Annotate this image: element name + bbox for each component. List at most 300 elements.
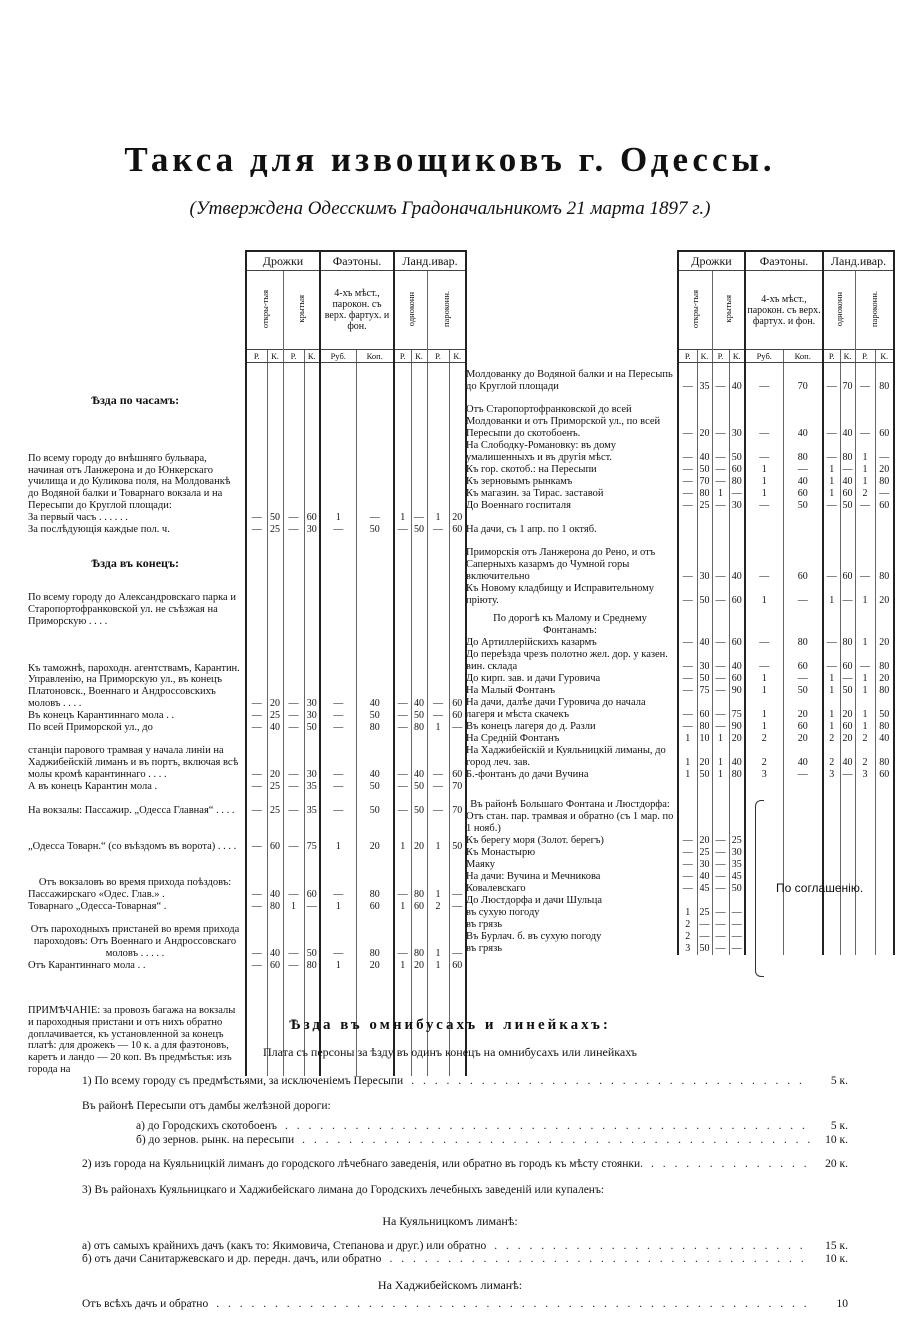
- fare-cell: [304, 363, 320, 407]
- fare-cell: 25: [267, 710, 283, 722]
- fare-row-label: Молдованку до Водяной балки и на Пересыпь до Круглой площади: [466, 369, 673, 392]
- fare-cell: —: [712, 907, 729, 919]
- fare-cell: [283, 536, 304, 570]
- fare-cell: [320, 407, 356, 512]
- fare-cell: 80: [411, 889, 427, 901]
- fare-row-label: По дорогѣ къ Малому и Среднему Фонтанамъ:: [493, 613, 647, 636]
- fare-row-label: въ грязь: [466, 918, 503, 930]
- fare-cell: —: [283, 734, 304, 781]
- fare-cell: [246, 407, 267, 512]
- fare-cell: 50: [304, 722, 320, 734]
- fare-cell: 50: [267, 512, 283, 524]
- fare-cell: 60: [304, 889, 320, 901]
- col-krytyya: крытыя: [723, 295, 734, 323]
- fare-cell: [783, 943, 823, 955]
- fare-cell: —: [678, 673, 697, 685]
- fare-cell: —: [283, 710, 304, 722]
- fare-cell: 30: [304, 734, 320, 781]
- fare-row: [28, 853, 466, 889]
- fare-cell: 35: [304, 781, 320, 793]
- fare-cell: 40: [840, 476, 855, 488]
- fare-cell: 60: [875, 393, 894, 440]
- fare-cell: —: [320, 793, 356, 817]
- fare-cell: [304, 407, 320, 512]
- fare-cell: [840, 512, 855, 536]
- fare-cell: [427, 570, 449, 628]
- fare-cell: 20: [875, 673, 894, 685]
- fare-cell: 1: [320, 960, 356, 972]
- fare-cell: 50: [697, 769, 712, 781]
- fare-cell: 60: [267, 817, 283, 853]
- fare-cell: [697, 512, 712, 536]
- fare-cell: [712, 781, 729, 811]
- fare-cell: —: [823, 440, 840, 464]
- fare-cell: —: [246, 817, 267, 853]
- fare-cell: [320, 536, 356, 570]
- fare-cell: —: [678, 883, 697, 895]
- fare-row-label: На дачи: Вучина и Мечникова: [466, 870, 601, 882]
- fare-cell: —: [678, 488, 697, 500]
- omnibus-line-text: Отъ всѣхъ дачъ и обратно: [82, 1298, 209, 1310]
- fare-cell: 80: [875, 476, 894, 488]
- fare-cell: —: [745, 393, 783, 440]
- fare-cell: 20: [840, 697, 855, 721]
- fare-row-label: въ сухую погоду: [466, 906, 540, 918]
- omnibus-line-price: 10 к.: [825, 1134, 848, 1146]
- fare-cell: 40: [697, 637, 712, 649]
- fare-cell: 75: [304, 817, 320, 853]
- fare-cell: [411, 853, 427, 889]
- fare-cell: [411, 570, 427, 628]
- fare-cell: —: [394, 889, 411, 901]
- fare-cell: —: [783, 769, 823, 781]
- fare-row: [466, 512, 894, 536]
- fare-cell: [823, 781, 840, 811]
- fare-cell: [840, 931, 855, 943]
- fare-row-label: До кирп. зав. и дачи Гуровича: [466, 672, 601, 684]
- fare-row: [28, 817, 466, 853]
- fare-cell: [411, 536, 427, 570]
- fare-cell: 2: [678, 919, 697, 931]
- omnibus-line: [82, 1253, 848, 1265]
- fare-cell: 3: [678, 943, 697, 955]
- fare-cell: —: [427, 793, 449, 817]
- khadzhibey-heading: На Хаджибейскомъ лиманѣ:: [377, 1278, 523, 1292]
- fare-row: [466, 685, 894, 697]
- fare-cell: —: [745, 440, 783, 464]
- omnibus-line-price: 20 к.: [825, 1158, 848, 1170]
- fare-cell: [246, 536, 267, 570]
- unit-k: К.: [267, 350, 283, 363]
- fare-cell: [783, 919, 823, 931]
- col-group-landau: Ланд.ивар.: [823, 251, 894, 271]
- fare-cell: [823, 943, 840, 955]
- fare-row-label: Въ районѣ Большаго Фонтана и Люстдорфа:: [470, 798, 670, 810]
- fare-cell: —: [449, 901, 466, 913]
- fare-cell: [304, 536, 320, 570]
- fare-cell: 1: [855, 464, 875, 476]
- fare-cell: 60: [840, 536, 855, 583]
- fare-cell: [678, 781, 697, 811]
- col-otkrytyya: откры-тыя: [690, 289, 701, 329]
- fare-cell: [745, 859, 783, 871]
- fare-row-label: Б.-фонтанъ до дачи Вучина: [466, 768, 589, 780]
- fare-cell: [855, 907, 875, 919]
- fare-cell: [840, 919, 855, 931]
- fare-cell: 60: [729, 583, 745, 607]
- fare-cell: 80: [697, 488, 712, 500]
- col-faeton-desc: 4-хъ мѣст., парокон. съ верх. фартух. и фон.: [745, 271, 823, 350]
- fare-cell: [783, 781, 823, 811]
- fare-row-label: На Малый Фонтанъ: [466, 684, 556, 696]
- omnibus-line-text: 1) По всему городу съ предмѣстьями, за исключеніемъ Пересыпи: [82, 1075, 404, 1087]
- fare-cell: —: [394, 722, 411, 734]
- fare-cell: —: [678, 721, 697, 733]
- fare-row-label: На Средній Фонтанъ: [466, 732, 560, 744]
- fare-cell: 2: [745, 745, 783, 769]
- fare-cell: 60: [875, 769, 894, 781]
- fare-row: [466, 476, 894, 488]
- fare-cell: 40: [840, 393, 855, 440]
- fare-cell: —: [246, 901, 267, 913]
- fare-cell: [840, 943, 855, 955]
- fare-cell: —: [840, 464, 855, 476]
- fare-row-label: Отъ пароходныхъ пристаней во время прихода пароходовъ: Отъ Военнаго и Андроссовскаго моловъ . . . . .: [30, 924, 240, 959]
- fare-cell: 80: [875, 363, 894, 393]
- fare-cell: [875, 835, 894, 847]
- fare-cell: —: [712, 883, 729, 895]
- fare-cell: 70: [783, 363, 823, 393]
- fare-row-label: Пассажирскаго «Одес. Глав.» .: [28, 888, 165, 900]
- fare-cell: [356, 570, 394, 628]
- fare-cell: [267, 407, 283, 512]
- fare-cell: [783, 931, 823, 943]
- omnibus-line-price: 5 к.: [830, 1120, 848, 1132]
- fare-cell: 40: [356, 628, 394, 710]
- fare-cell: 75: [697, 685, 712, 697]
- unit-k: К.: [304, 350, 320, 363]
- fare-cell: [729, 895, 745, 907]
- fare-cell: —: [320, 889, 356, 901]
- fare-row-label: На дачи, далѣе дачи Гуровича до начала лагеря и мѣста скачекъ: [466, 697, 646, 720]
- fare-cell: 40: [729, 745, 745, 769]
- fare-cell: [855, 512, 875, 536]
- fare-cell: [840, 847, 855, 859]
- fare-cell: 80: [267, 901, 283, 913]
- fare-cell: [823, 907, 840, 919]
- fare-cell: —: [678, 649, 697, 673]
- fare-cell: —: [712, 637, 729, 649]
- fare-cell: [712, 512, 729, 536]
- fare-cell: 1: [678, 769, 697, 781]
- fare-cell: [823, 811, 840, 835]
- fare-cell: 60: [729, 464, 745, 476]
- fare-row-label: Маяку: [466, 858, 496, 870]
- unit-k: К.: [840, 350, 855, 363]
- fare-cell: 1: [320, 901, 356, 913]
- fare-cell: [729, 781, 745, 811]
- unit-r: Р.: [712, 350, 729, 363]
- fare-cell: 40: [411, 734, 427, 781]
- fare-cell: 1: [712, 769, 729, 781]
- fare-cell: 1: [427, 817, 449, 853]
- fare-row: [466, 393, 894, 440]
- fare-cell: [267, 536, 283, 570]
- fare-cell: [678, 512, 697, 536]
- fare-row: [28, 734, 466, 781]
- fare-cell: 80: [840, 440, 855, 464]
- fare-cell: [855, 931, 875, 943]
- fare-cell: [875, 883, 894, 895]
- fare-cell: [678, 811, 697, 835]
- fare-cell: 80: [411, 722, 427, 734]
- fare-cell: 80: [411, 913, 427, 960]
- omnibus-line-price: 5 к.: [830, 1075, 848, 1087]
- fare-cell: [411, 407, 427, 512]
- fare-cell: —: [697, 931, 712, 943]
- fare-cell: 1: [823, 488, 840, 500]
- fare-cell: 1: [320, 512, 356, 524]
- fare-cell: [840, 811, 855, 835]
- fare-cell: [875, 931, 894, 943]
- fare-cell: 1: [745, 673, 783, 685]
- fare-cell: [678, 895, 697, 907]
- fare-cell: —: [729, 488, 745, 500]
- fare-cell: 2: [678, 931, 697, 943]
- fare-cell: —: [678, 500, 697, 512]
- fare-cell: —: [712, 476, 729, 488]
- fare-cell: 35: [697, 363, 712, 393]
- fare-cell: 80: [697, 721, 712, 733]
- fare-cell: 1: [745, 721, 783, 733]
- fare-cell: —: [449, 913, 466, 960]
- fare-cell: —: [304, 901, 320, 913]
- fare-row-label: Къ магазин. за Тирас. заставой: [466, 487, 604, 499]
- omnibus-line: [136, 1134, 848, 1146]
- fare-cell: —: [283, 913, 304, 960]
- fare-cell: —: [875, 440, 894, 464]
- fare-cell: [745, 835, 783, 847]
- fare-row: [466, 464, 894, 476]
- fare-row: [466, 811, 894, 835]
- col-group-faetony: Фаэтоны.: [745, 251, 823, 271]
- fare-cell: 1: [855, 673, 875, 685]
- fare-cell: 30: [304, 524, 320, 536]
- fare-cell: 20: [875, 464, 894, 476]
- fare-cell: 80: [840, 637, 855, 649]
- fare-cell: —: [712, 464, 729, 476]
- fare-cell: —: [283, 722, 304, 734]
- fare-cell: —: [712, 835, 729, 847]
- fare-cell: [783, 607, 823, 637]
- fare-cell: 60: [840, 721, 855, 733]
- fare-cell: [855, 943, 875, 955]
- fare-cell: —: [678, 440, 697, 464]
- fare-cell: —: [246, 793, 267, 817]
- fare-cell: 80: [783, 637, 823, 649]
- fare-row: [466, 583, 894, 607]
- fare-row-label: Въ конецъ лагеря до д. Разли: [466, 720, 596, 732]
- fare-cell: 1: [427, 913, 449, 960]
- fare-row-label: А въ конецъ Карантин мола .: [28, 780, 158, 792]
- omnibus-line-text: б) отъ дачи Санитаржевскаго и др. передн. дачъ, или обратно: [82, 1253, 382, 1265]
- fare-cell: 20: [697, 745, 712, 769]
- fare-cell: —: [246, 734, 267, 781]
- fare-cell: [283, 853, 304, 889]
- fare-row-label: ПРИМѢЧАНІЕ: за провозъ багажа на вокзалы и пароходныя пристани и отъ нихъ обратно доплачивается, къ установленной за конецъ платѣ: для дрожекъ — 10 к. а для фаэтоновъ, каретъ и ландо — 20 коп. Въ предмѣстья: изъ города на: [28, 1005, 236, 1075]
- omnibus-line: [136, 1120, 848, 1132]
- fare-cell: [745, 512, 783, 536]
- fare-cell: 1: [855, 685, 875, 697]
- fare-cell: 50: [304, 913, 320, 960]
- fare-cell: 35: [729, 859, 745, 871]
- fare-cell: 50: [356, 524, 394, 536]
- fare-cell: [712, 895, 729, 907]
- fare-cell: [394, 853, 411, 889]
- fare-cell: [823, 931, 840, 943]
- fare-cell: —: [712, 583, 729, 607]
- fare-cell: [855, 895, 875, 907]
- fare-cell: 80: [875, 745, 894, 769]
- fare-row: [28, 512, 466, 524]
- fare-cell: —: [427, 734, 449, 781]
- fare-rows-left: [28, 363, 466, 1076]
- fare-cell: 50: [729, 440, 745, 464]
- fare-row-label: Ковалевскаго: [466, 882, 526, 894]
- fare-cell: [783, 895, 823, 907]
- fare-cell: [840, 607, 855, 637]
- fare-cell: 50: [356, 781, 394, 793]
- fare-cell: 20: [697, 393, 712, 440]
- omnibus-line: [82, 1075, 848, 1087]
- fare-cell: [394, 536, 411, 570]
- fare-cell: —: [783, 673, 823, 685]
- fare-cell: 40: [267, 889, 283, 901]
- fare-row: [28, 524, 466, 536]
- fare-cell: —: [712, 440, 729, 464]
- fare-cell: [783, 907, 823, 919]
- omnibus-line-text: 3) Въ районахъ Куяльницкаго и Хаджибейскаго лимана до Городскихъ лечебныхъ заведеній или купаленъ:: [82, 1184, 605, 1196]
- fare-row: [466, 697, 894, 721]
- fare-cell: 60: [783, 721, 823, 733]
- fare-cell: 70: [449, 793, 466, 817]
- fare-cell: 40: [729, 649, 745, 673]
- fare-cell: —: [855, 393, 875, 440]
- fare-cell: —: [840, 769, 855, 781]
- fare-cell: 20: [267, 628, 283, 710]
- fare-row-label: На Хаджибейскій и Куяльницкій лиманы, до город леч. зав.: [466, 745, 666, 768]
- fare-row: [466, 721, 894, 733]
- fare-cell: 1: [745, 697, 783, 721]
- fare-row: [28, 722, 466, 734]
- fare-cell: —: [745, 536, 783, 583]
- page-subtitle: (Утверждена Одесскимъ Градоначальникомъ 21 марта 1897 г.): [189, 198, 711, 219]
- fare-row-label: Къ берегу моря (Золот. берегъ): [466, 834, 604, 846]
- fare-cell: —: [855, 500, 875, 512]
- fare-cell: —: [427, 628, 449, 710]
- fare-row: [466, 781, 894, 811]
- fare-cell: [246, 570, 267, 628]
- fare-cell: —: [712, 847, 729, 859]
- fare-cell: [875, 907, 894, 919]
- fare-cell: —: [246, 960, 267, 972]
- unit-k: К.: [729, 350, 745, 363]
- fare-cell: 3: [823, 769, 840, 781]
- fare-cell: [697, 607, 712, 637]
- fare-cell: 60: [783, 488, 823, 500]
- fare-cell: —: [320, 722, 356, 734]
- fare-cell: —: [678, 871, 697, 883]
- fare-cell: 30: [697, 536, 712, 583]
- fare-cell: —: [712, 943, 729, 955]
- fare-cell: 2: [855, 745, 875, 769]
- unit-kop: Коп.: [783, 350, 823, 363]
- fare-row: [28, 407, 466, 512]
- fare-row: [466, 733, 894, 745]
- fare-cell: —: [394, 734, 411, 781]
- agreement-brace: [755, 800, 764, 977]
- fare-cell: [729, 811, 745, 835]
- fare-cell: —: [712, 393, 729, 440]
- fare-cell: —: [427, 781, 449, 793]
- fare-row-label: Отъ Карантиннаго мола . .: [28, 959, 146, 971]
- fare-cell: [875, 919, 894, 931]
- fare-cell: —: [729, 943, 745, 955]
- fare-cell: 1: [855, 476, 875, 488]
- omnibus-line-price: 15 к.: [825, 1240, 848, 1252]
- omnibus-line-text: а) до Городскихъ скотобоенъ: [136, 1120, 277, 1132]
- fare-cell: 40: [875, 733, 894, 745]
- fare-cell: —: [283, 512, 304, 524]
- unit-k: К.: [449, 350, 466, 363]
- fare-cell: 80: [875, 536, 894, 583]
- fare-cell: 1: [712, 488, 729, 500]
- fare-cell: [855, 781, 875, 811]
- fare-cell: 10: [697, 733, 712, 745]
- fare-cell: —: [840, 673, 855, 685]
- fare-cell: 1: [823, 464, 840, 476]
- omnibus-line: [82, 1184, 848, 1196]
- fare-cell: 60: [411, 901, 427, 913]
- fare-cell: —: [449, 889, 466, 901]
- fare-cell: —: [823, 393, 840, 440]
- fare-row-label: До Военнаго госпиталя: [466, 499, 571, 511]
- fare-cell: —: [729, 919, 745, 931]
- fare-cell: 1: [427, 512, 449, 524]
- fare-cell: [267, 853, 283, 889]
- fare-cell: 30: [304, 628, 320, 710]
- fare-cell: 1: [745, 488, 783, 500]
- fare-cell: —: [875, 488, 894, 500]
- fare-cell: [823, 607, 840, 637]
- fare-cell: [823, 835, 840, 847]
- fare-cell: 50: [697, 464, 712, 476]
- unit-k: К.: [875, 350, 894, 363]
- fare-cell: 1: [678, 907, 697, 919]
- fare-cell: 25: [267, 793, 283, 817]
- fare-cell: 40: [783, 745, 823, 769]
- fare-cell: 1: [745, 476, 783, 488]
- fare-row-label: Къ зерновымъ рынкамъ: [466, 475, 573, 487]
- fare-row: [466, 673, 894, 685]
- fare-cell: 3: [855, 769, 875, 781]
- fare-cell: 20: [356, 960, 394, 972]
- fare-cell: [823, 859, 840, 871]
- fare-row: [466, 769, 894, 781]
- fare-cell: —: [745, 363, 783, 393]
- fare-row-label: До Люстдорфа и дачи Шульца: [466, 894, 603, 906]
- fare-cell: [697, 781, 712, 811]
